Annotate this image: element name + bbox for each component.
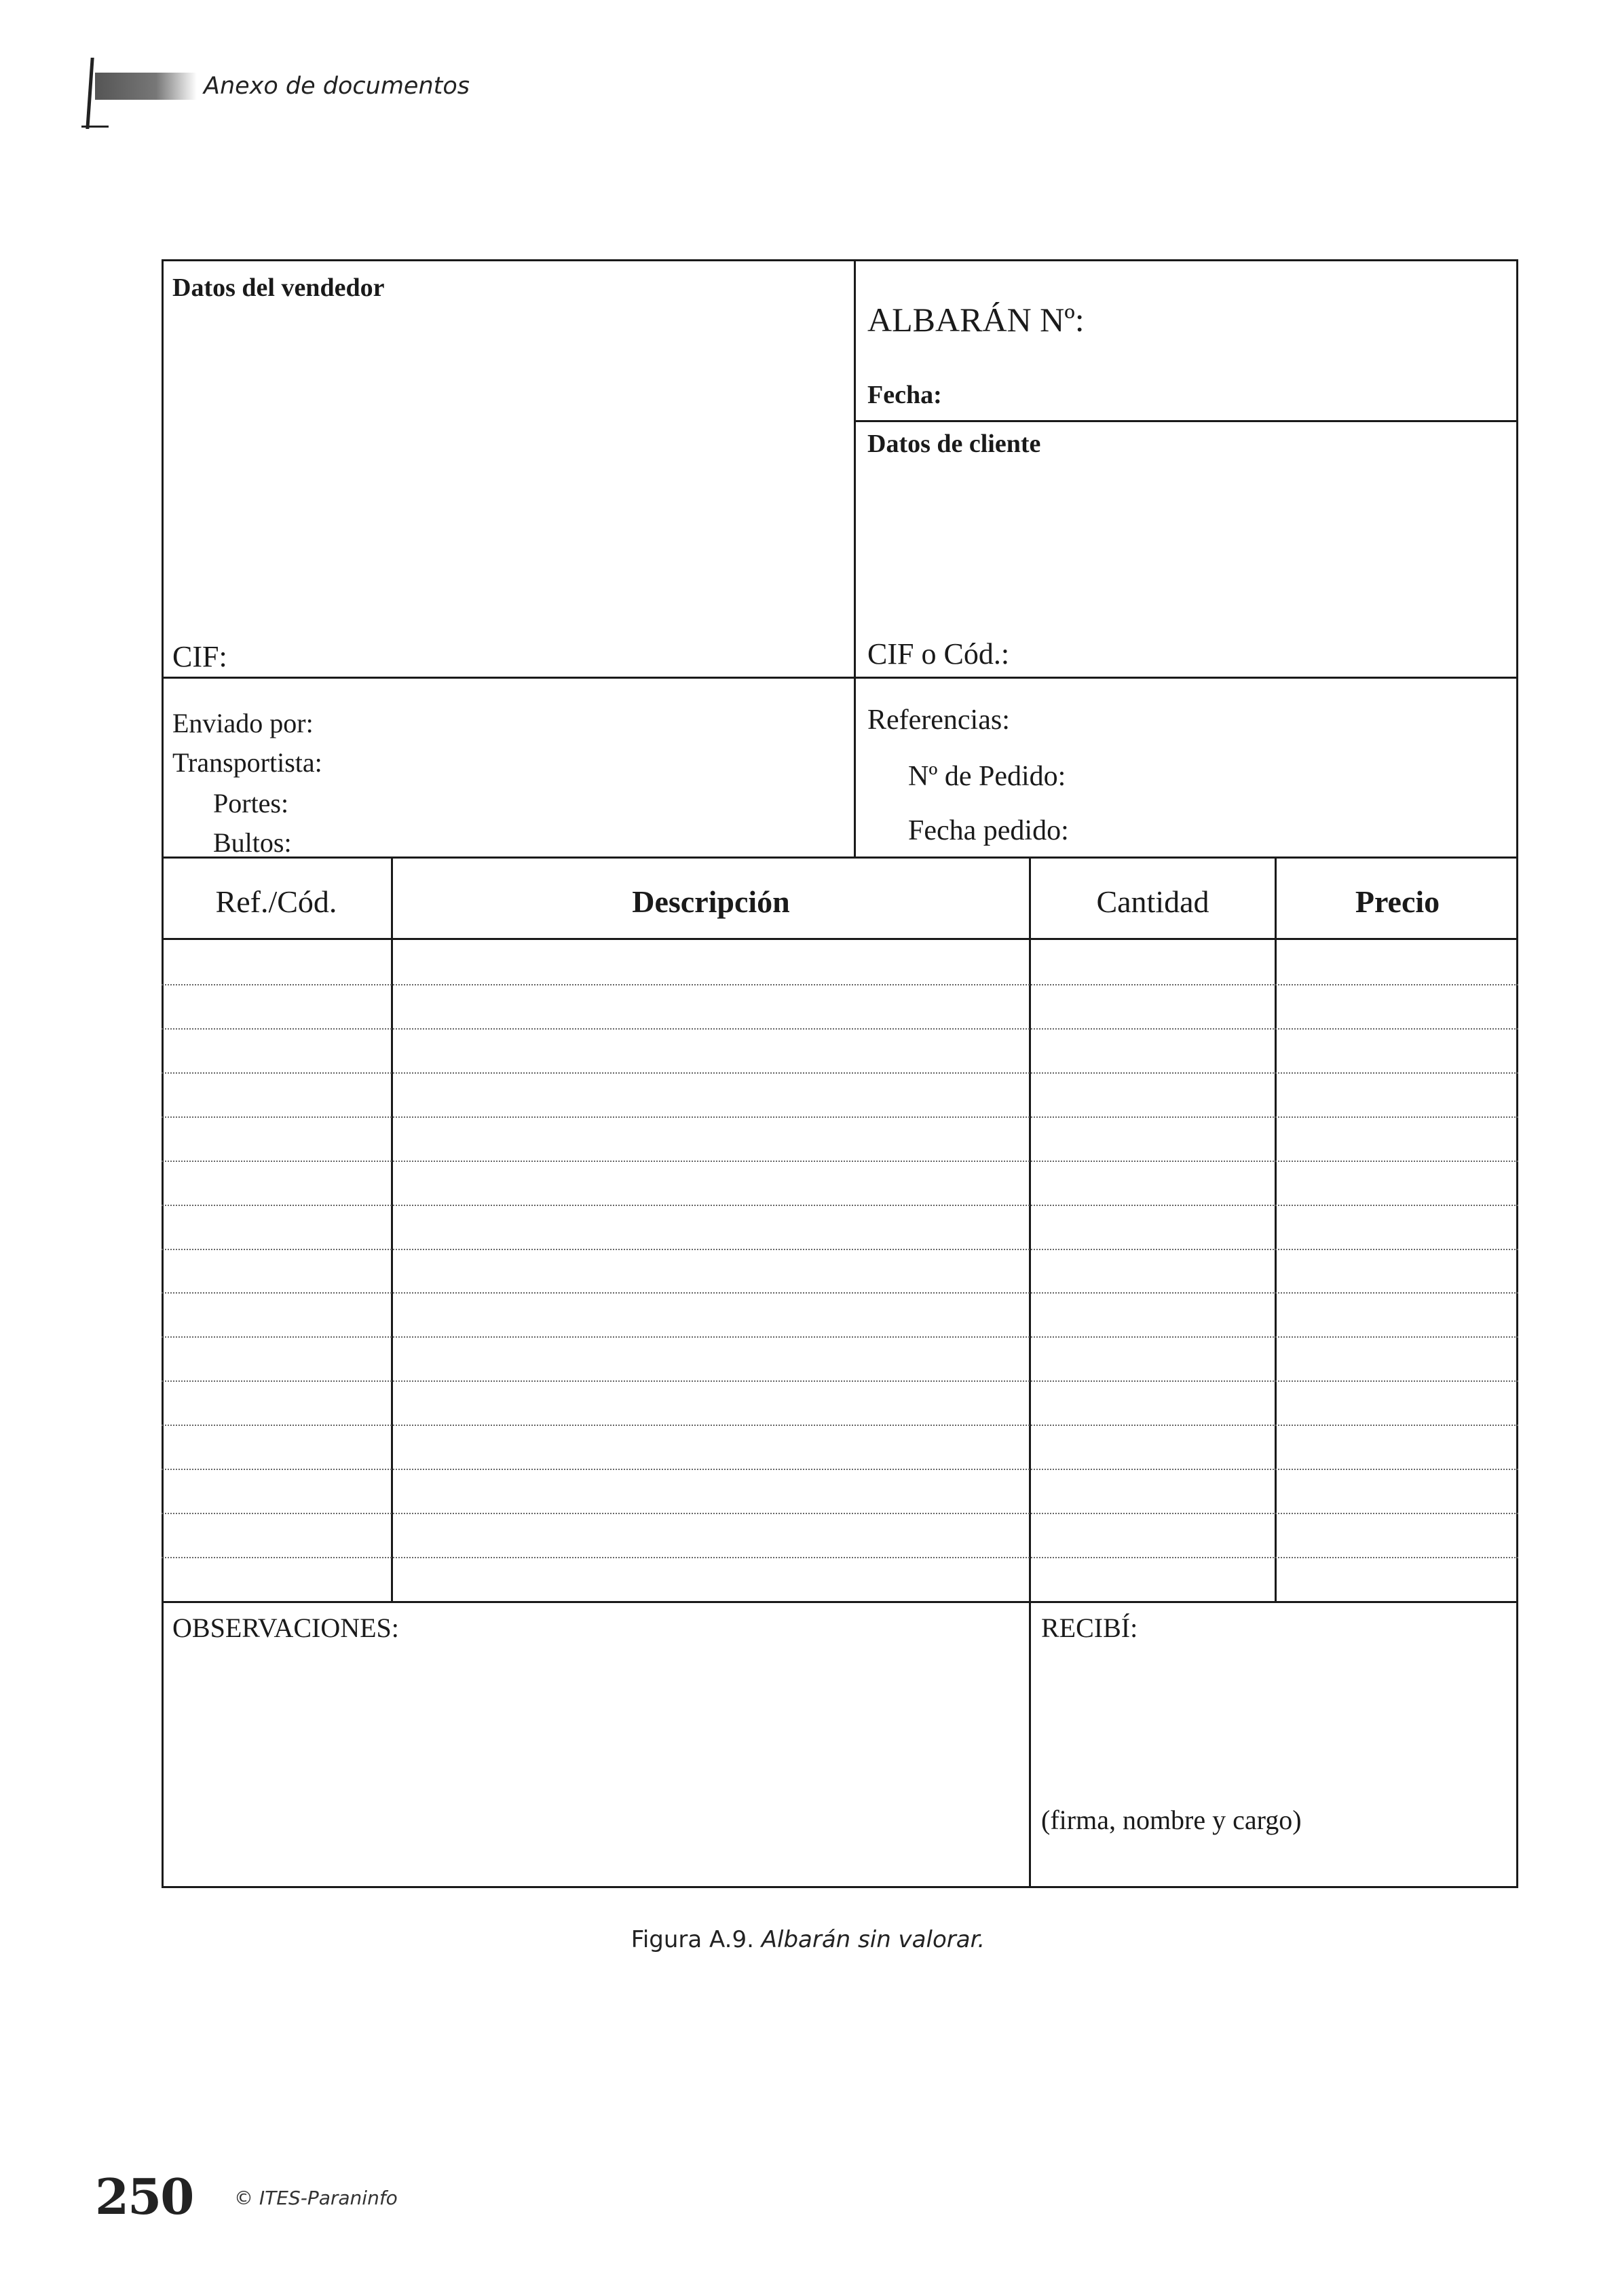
header-bar-decoration (86, 58, 94, 129)
table-row-line (162, 1469, 1518, 1470)
section-divider-2 (162, 857, 1518, 859)
column-header-price: Precio (1355, 884, 1440, 919)
table-body (162, 940, 1518, 1601)
table-row-line (162, 1028, 1518, 1030)
sent-by-label: Enviado por: (172, 708, 314, 738)
table-row-line (162, 1336, 1518, 1338)
client-data-label: Datos de cliente (867, 430, 1041, 458)
seller-data-label: Datos del vendedor (172, 274, 385, 302)
header-foot-decoration (81, 126, 109, 128)
albaran-date-label: Fecha: (867, 381, 942, 409)
vertical-divider-top (854, 259, 856, 857)
seller-cif-label: CIF: (172, 640, 227, 673)
table-row-line (162, 1116, 1518, 1118)
table-row-line (162, 1072, 1518, 1074)
table-row-line (162, 1425, 1518, 1426)
figure-caption (0, 1926, 1616, 1953)
client-cif-label: CIF o Cód.: (867, 637, 1010, 671)
bottom-divider (1029, 1603, 1031, 1888)
caption-text: Albarán sin valorar. (761, 1926, 985, 1953)
freight-label: Portes: (213, 788, 289, 818)
copyright: © ITES-Paraninfo (234, 2187, 398, 2209)
table-row-line (162, 984, 1518, 985)
table-row-line (162, 1205, 1518, 1206)
table-row-line (162, 1513, 1518, 1514)
column-header-quantity: Cantidad (1096, 884, 1209, 919)
observations-label: OBSERVACIONES: (172, 1613, 399, 1643)
table-bottom-divider (162, 1601, 1518, 1603)
section-divider-1 (162, 677, 1518, 679)
signature-hint: (firma, nombre y cargo) (1041, 1805, 1302, 1835)
albaran-number-label: ALBARÁN Nº: (867, 301, 1085, 339)
table-row-line (162, 1161, 1518, 1162)
albaran-divider (854, 420, 1518, 422)
page-number: 250 (95, 2168, 193, 2225)
header-shade-decoration (95, 73, 197, 100)
references-label: Referencias: (867, 704, 1010, 736)
header-title: Anexo de documentos (204, 73, 470, 100)
received-label: RECIBÍ: (1041, 1613, 1138, 1643)
column-header-description: Descripción (632, 884, 790, 919)
carrier-label: Transportista: (172, 747, 322, 778)
table-row-line (162, 1380, 1518, 1382)
running-header (88, 58, 631, 139)
order-number-label: Nº de Pedido: (908, 761, 1066, 792)
table-row-line (162, 1249, 1518, 1250)
albaran-form (162, 259, 1518, 1888)
column-header-ref: Ref./Cód. (215, 884, 337, 919)
packages-label: Bultos: (213, 827, 292, 858)
table-row-line (162, 1557, 1518, 1558)
order-date-label: Fecha pedido: (908, 815, 1069, 846)
table-row-line (162, 1292, 1518, 1294)
caption-label: Figura A.9. (631, 1926, 754, 1953)
